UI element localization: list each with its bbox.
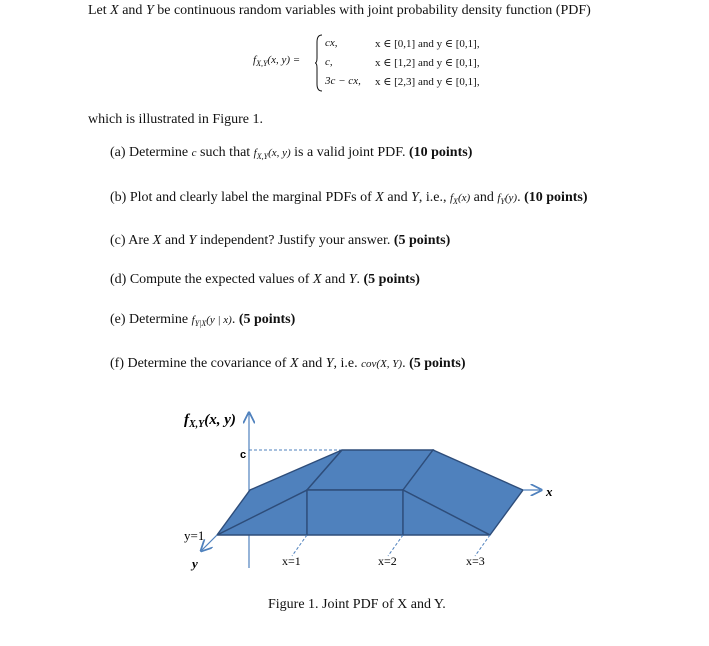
intro-and: and [122, 3, 143, 18]
x-axis-label: x [546, 484, 553, 499]
joint-pdf-figure [170, 398, 570, 598]
points-b: (10 points) [524, 190, 588, 205]
intro-prefix: Let [88, 3, 107, 18]
case-2-cond: x ∈ [1,2] and y ∈ [0,1], [375, 57, 480, 69]
pdf-definition [253, 34, 513, 94]
case-3-expr: 3c − cx, [325, 75, 361, 87]
intro-suffix: be continuous random variables with joint probability density function (PDF) [157, 3, 591, 18]
var-y: Y [145, 3, 154, 18]
c-label: c [240, 449, 247, 461]
case-1-cond: x ∈ [0,1] and y ∈ [0,1], [375, 38, 480, 50]
points-f: (5 points) [409, 356, 466, 371]
brace-icon [315, 34, 323, 92]
points-a: (10 points) [408, 145, 473, 160]
case-2-expr: c, [325, 56, 333, 68]
x-tick-1: x=1 [282, 554, 301, 568]
y1-label: y=1 [184, 528, 205, 543]
points-e: (5 points) [238, 312, 296, 327]
surface [217, 450, 523, 535]
var-x: X [110, 3, 119, 18]
question-e: (e) Determine $f_{Y|X}(y$ | x). (5 points) [110, 312, 296, 329]
y-axis-label: y [192, 556, 198, 571]
illustrated-text: which is illustrated in Figure 1. [88, 112, 263, 127]
question-d: (d) Compute the expected values of X and Y. (5 points) [110, 272, 420, 287]
question-c: (c) Are X and Y independent? Justify your answer. (5 points) [110, 233, 451, 248]
tick-guide-x3 [475, 535, 490, 556]
question-a: (a) Determine c such that $f_{X,Y}(x$, y) is a valid joint PDF. (10 points) [110, 145, 473, 162]
intro-line [88, 3, 591, 19]
figure-caption: Figure 1. Joint PDF of X and Y. [268, 597, 446, 612]
z-axis-label: $f_{X,Y}(x$, y) [184, 412, 236, 430]
tick-guide-x2 [388, 535, 403, 556]
question-f: (f) Determine the covariance of X and Y, i.e. cov(X, Y). (5 points) [110, 356, 466, 371]
face-front-mid [307, 490, 403, 535]
tick-guide-x1 [292, 535, 307, 556]
points-c: (5 points) [393, 233, 451, 248]
x-tick-3: x=3 [466, 554, 485, 568]
pdf-lhs: $f_{X,Y}(x$, y) = [253, 54, 301, 69]
question-b: (b) Plot and clearly label the marginal PDFs of X and Y, i.e., $f_X(x)$ and $f_Y(y)$. (10 points) [110, 190, 588, 207]
case-3-cond: x ∈ [2,3] and y ∈ [0,1], [375, 76, 480, 88]
x-tick-2: x=2 [378, 554, 397, 568]
case-1-expr: cx, [325, 37, 338, 49]
points-d: (5 points) [363, 272, 420, 287]
